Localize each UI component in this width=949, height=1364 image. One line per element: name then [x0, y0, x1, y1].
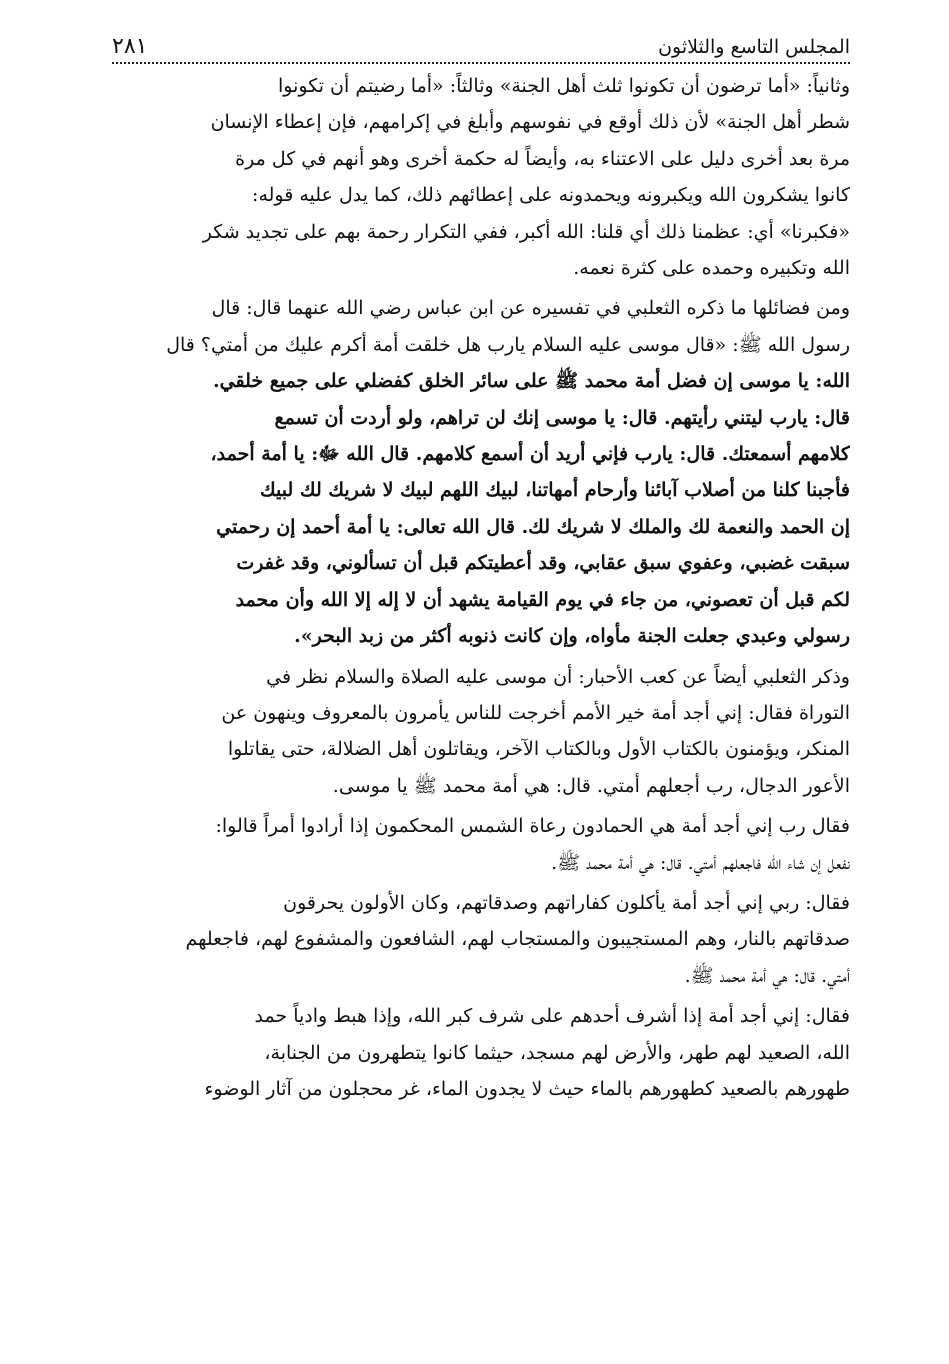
page-header: [112, 28, 850, 64]
hadith-line: فأجبنا كلنا من أصلاب آبائنا وأرحام أمهاتنا، لبيك اللهم لبيك لا شريك لك لبيك: [260, 479, 850, 502]
paragraph-5: [112, 885, 850, 994]
text-line: الأعور الدجال، رب أجعلهم أمتي. قال: هي أمة محمد ﷺ يا موسى.: [332, 774, 850, 797]
text-line: التوراة فقال: إني أجد أمة خير الأمم أخرجت للناس يأمرون بالمعروف وينهون عن: [221, 701, 850, 724]
text-line: أمتي. قال: هي أمة محمد ﷺ.: [684, 964, 850, 987]
paragraph-3: [112, 659, 850, 805]
text-line: وثانياً: «أما ترضون أن تكونوا ثلث أهل الجنة» وثالثاً: «أما رضيتم أن تكونوا: [278, 75, 850, 97]
text-line: فقال: ربي إني أجد أمة يأكلون كفاراتهم وصدقاتهم، وكان الأولون يحرقون: [283, 891, 850, 914]
hadith-line: كلامهم أسمعتك. قال: يارب فإني أريد أن أسمع كلامهم. قال الله ﷻ: يا أمة أحمد،: [210, 443, 850, 466]
paragraph-2: [112, 290, 850, 654]
book-page: [112, 28, 850, 1111]
text-line: نفعل إن شاء الله فاجعلهم أمتي. قال: هي أمة محمد ﷺ.: [551, 851, 850, 874]
text-line: طهورهم بالصعيد كطهورهم بالماء حيث لا يجدون الماء، غر محجلون من آثار الوضوء: [204, 1077, 850, 1100]
hadith-line: رسولي وعبدي جعلت الجنة مأواه، وإن كانت ذنوبه أكثر من زبد البحر».: [294, 625, 850, 648]
page-number: ٢٨١: [112, 34, 148, 59]
text-line: الله وتكبيره وحمده على كثرة نعمه.: [573, 257, 850, 280]
text-line: فقال: إني أجد أمة إذا أشرف أحدهم على شرف كبر الله، وإذا هبط وادياً حمد: [254, 1005, 850, 1028]
paragraph-4: [112, 808, 850, 881]
hadith-line: قال: يارب ليتني رأيتهم. قال: يا موسى إنك لن تراهم، ولو أردت أن تسمع: [274, 406, 850, 429]
paragraph-6: [112, 998, 850, 1107]
hadith-line: إن الحمد والنعمة لك والملك لا شريك لك. قال الله تعالى: يا أمة أحمد إن رحمتي: [216, 515, 850, 538]
text-line: ومن فضائلها ما ذكره الثعلبي في تفسيره عن ابن عباس رضي الله عنهما قال: قال: [211, 297, 850, 320]
paragraph-1: [112, 68, 850, 286]
hadith-line: الله: يا موسى إن فضل أمة محمد ﷺ على سائر الخلق كفضلي على جميع خلقي.: [213, 370, 850, 393]
text-line: صدقاتهم بالنار، وهم المستجيبون والمستجاب لهم، الشافعون والمشفوع لهم، فاجعلهم: [185, 928, 850, 951]
text-line: رسول الله ﷺ: «قال موسى عليه السلام يارب هل خلقت أمة أكرم عليك من أمتي؟ قال: [166, 333, 850, 356]
text-line: فقال رب إني أجد أمة هي الحمادون رعاة الشمس المحكمون إذا أرادوا أمراً قالوا:: [215, 815, 850, 838]
text-line: «فكبرنا» أي: عظمنا ذلك أي قلنا: الله أكبر، ففي التكرار رحمة بهم على تجديد شكر: [202, 220, 850, 243]
text-line: كانوا يشكرون الله ويكبرونه ويحمدونه على إعطائهم ذلك، كما يدل عليه قوله:: [252, 184, 850, 207]
text-line: الله، الصعيد لهم طهر، والأرض لهم مسجد، حيثما كانوا يتطهرون من الجنابة،: [264, 1041, 850, 1064]
text-line: وذكر الثعلبي أيضاً عن كعب الأحبار: أن موسى عليه الصلاة والسلام نظر في: [266, 665, 850, 688]
hadith-line: لكم قبل أن تعصوني، من جاء في يوم القيامة يشهد أن لا إله إلا الله وأن محمد: [235, 588, 850, 611]
text-line: المنكر، ويؤمنون بالكتاب الأول وبالكتاب الآخر، ويقاتلون أهل الضلالة، حتى يقاتلوا: [227, 738, 850, 761]
hadith-line: سبقت غضبي، وعفوي سبق عقابي، وقد أعطيتكم قبل أن تسألوني، وقد غفرت: [236, 552, 850, 575]
text-line: شطر أهل الجنة» لأن ذلك أوقع في نفوسهم وأبلغ في إكرامهم، فإن إعطاء الإنسان: [210, 111, 850, 134]
chapter-title: المجلس التاسع والثلاثون: [658, 36, 850, 58]
text-line: مرة بعد أخرى دليل على الاعتناء به، وأيضاً له حكمة أخرى وهو أنهم في كل مرة: [235, 147, 850, 170]
